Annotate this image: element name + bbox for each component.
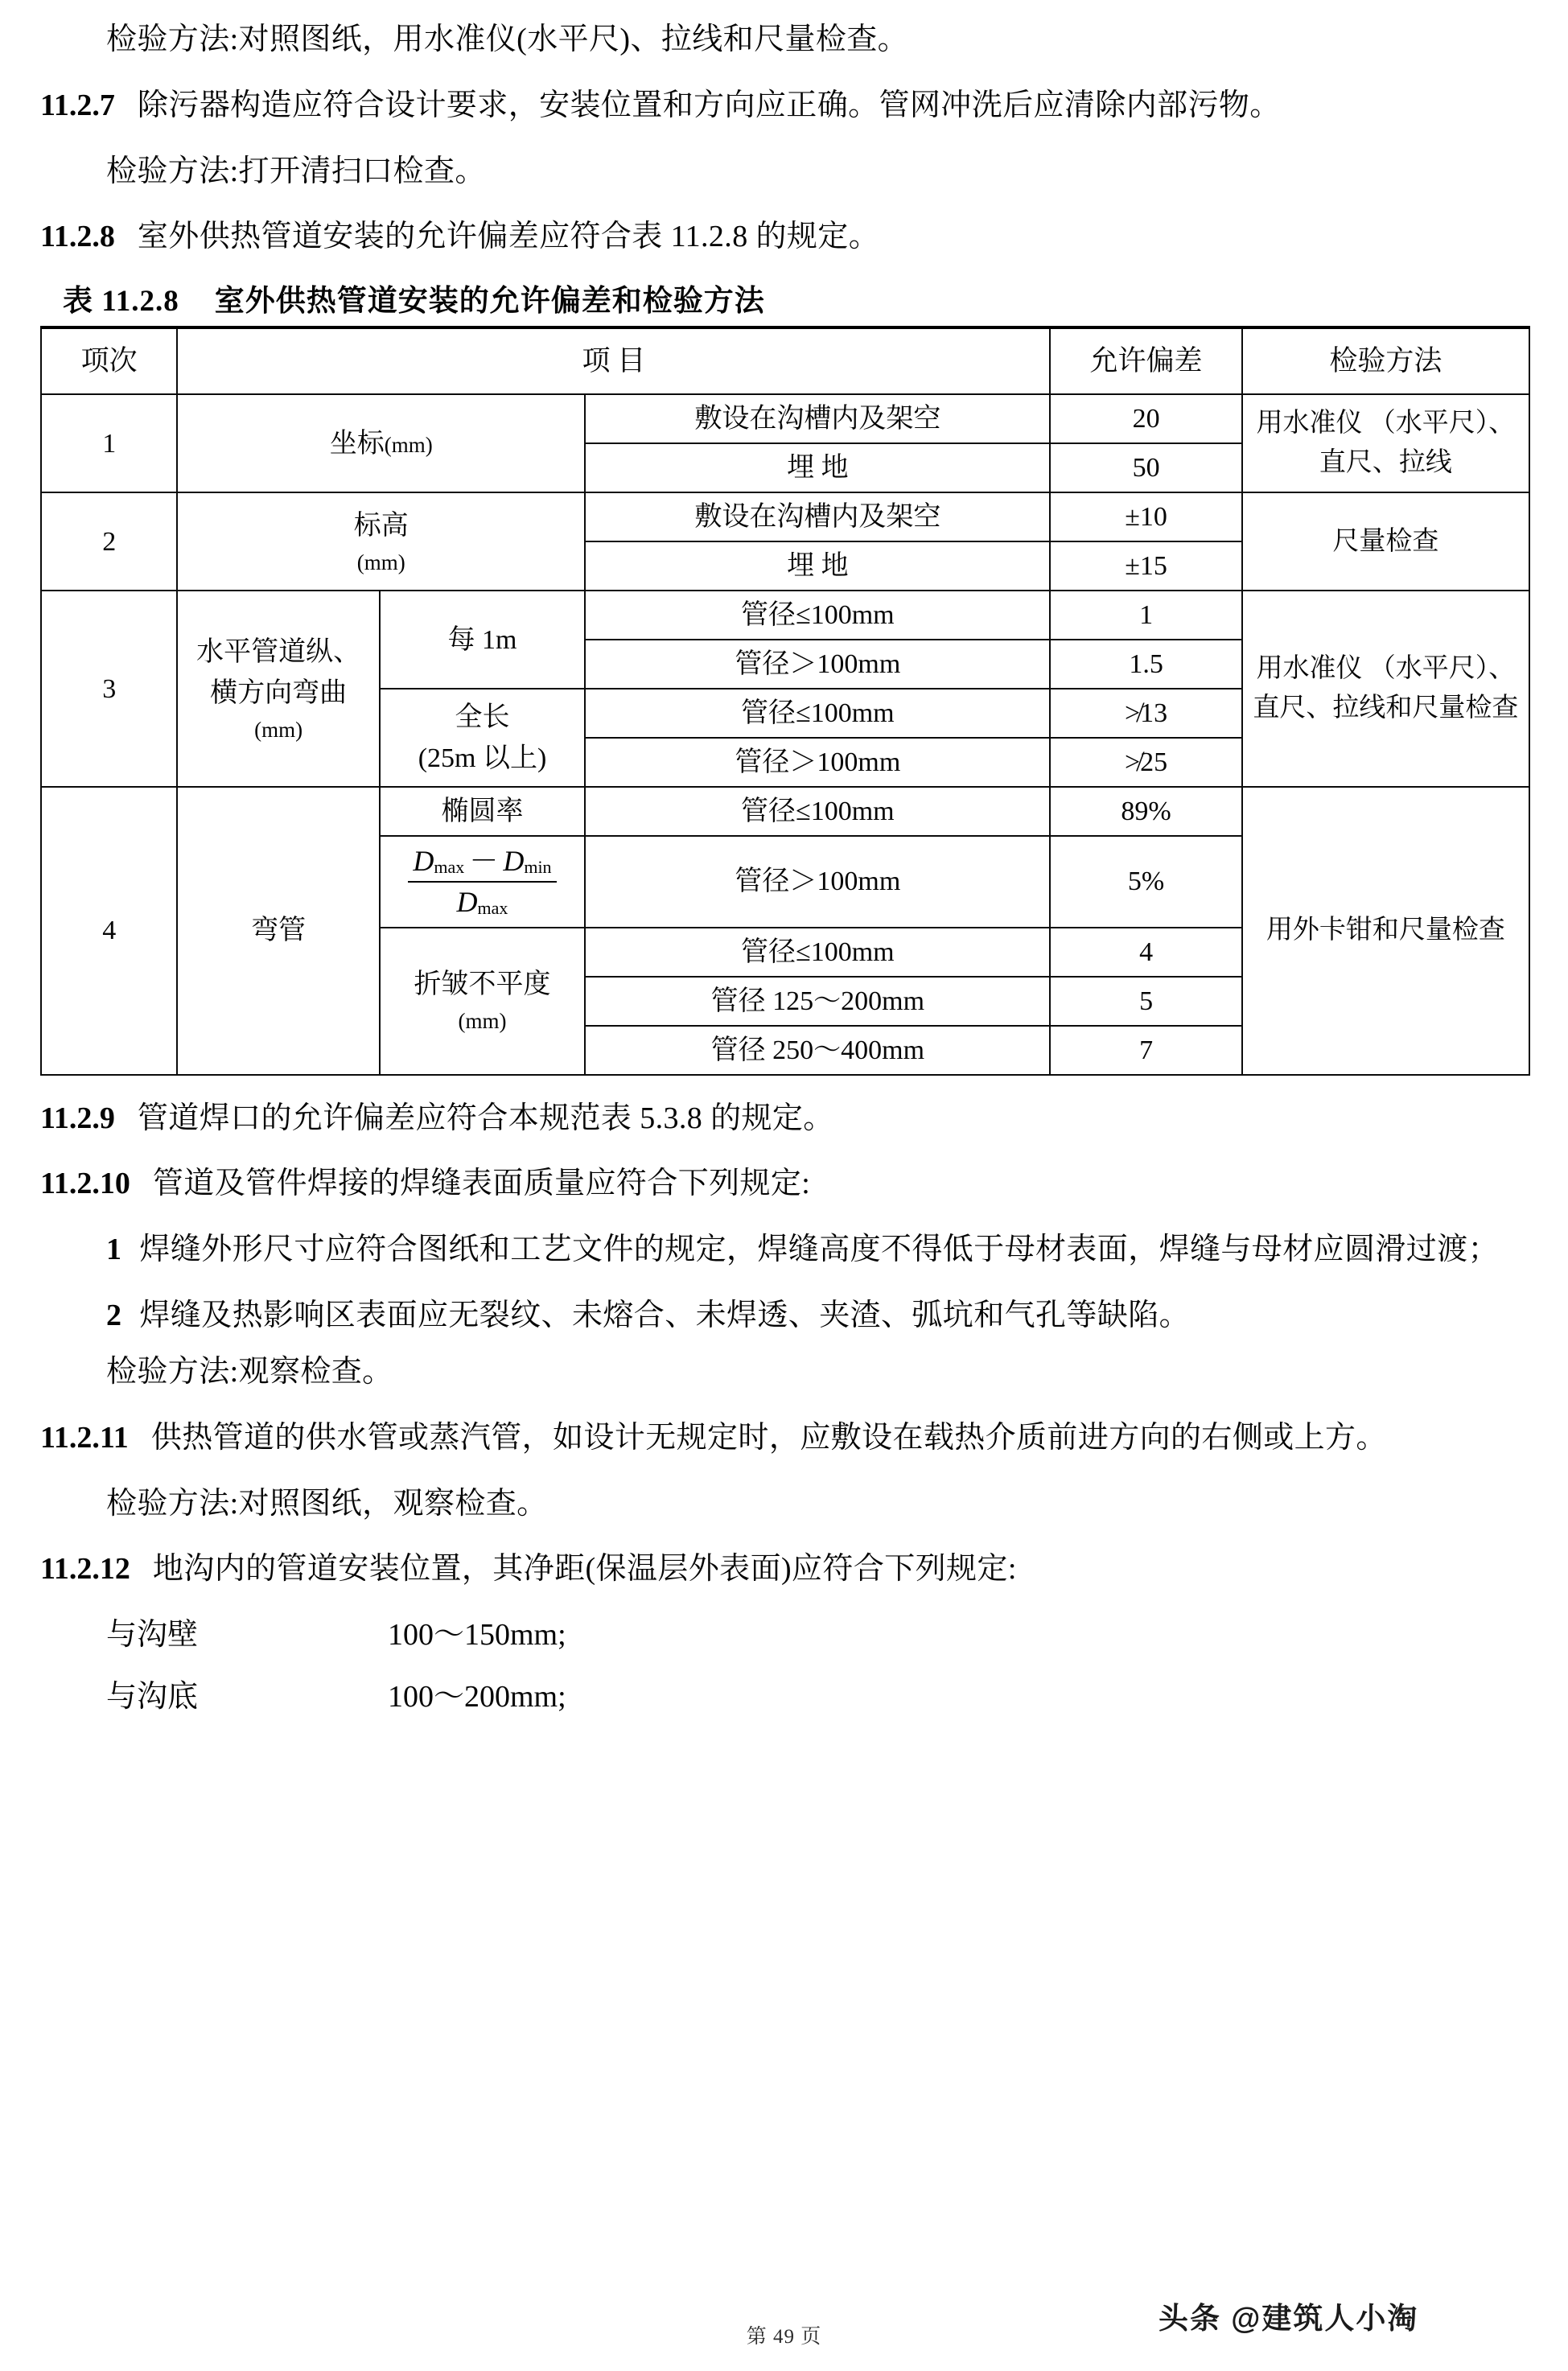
row-method-3: 用水准仪 （水平尺）、直尺、拉线和尺量检查 xyxy=(1242,591,1529,787)
table-row xyxy=(41,787,1529,836)
row-sub-unit-3-2: (25m 以上) xyxy=(418,743,547,774)
clearance-row-bottom xyxy=(40,1672,1533,1723)
clause-number-11-2-11: 11.2.11 xyxy=(40,1420,129,1455)
spacer xyxy=(40,1534,1533,1544)
table-caption xyxy=(63,276,1533,319)
sub-item-text-1: 焊缝外形尺寸应符合图纸和工艺文件的规定，焊缝高度不得低于母材表面，焊缝与母材应圆滑过渡； xyxy=(139,1233,1500,1267)
formula-denominator-var: D xyxy=(456,885,478,918)
row-desc-1-1: 敷设在沟槽内及架空 xyxy=(585,394,1050,443)
formula-numerator xyxy=(408,845,556,883)
clause-number-11-2-12: 11.2.12 xyxy=(40,1552,130,1587)
inspection-method-text-4: 检验方法:对照图纸，观察检查。 xyxy=(106,1486,548,1521)
clause-11-2-9 xyxy=(40,1093,1533,1145)
row-method-2: 尺量检查 xyxy=(1242,492,1529,591)
row-tol-4-5: 7 xyxy=(1050,1026,1241,1075)
row-method-4: 用外卡钳和尺量检查 xyxy=(1242,787,1529,1074)
header-item: 项 目 xyxy=(177,327,1050,394)
spacer xyxy=(40,1469,1533,1479)
spacer xyxy=(40,1403,1533,1413)
row-desc-4-4: 管径 125～200mm xyxy=(585,977,1050,1026)
table-caption-number: 表 11.2.8 xyxy=(63,285,179,319)
header-tolerance: 允许偏差 xyxy=(1050,327,1241,394)
allowable-deviation-table xyxy=(40,326,1530,1075)
clause-11-2-10 xyxy=(40,1159,1533,1210)
row-item-label-2: 标高 xyxy=(353,510,409,541)
clause-number-11-2-10: 11.2.10 xyxy=(40,1167,130,1201)
clause-11-2-8 xyxy=(40,212,1533,263)
row-tol-3-4: ≯25 xyxy=(1050,738,1241,787)
row-item-4: 弯管 xyxy=(177,787,379,1074)
formula-d-max-var: D xyxy=(413,845,434,878)
document-body xyxy=(40,14,1533,1734)
row-item-label-3: 水平管道纵、横方向弯曲 xyxy=(196,637,361,709)
row-item-label-1: 坐标 xyxy=(329,428,385,459)
row-desc-1-2: 埋 地 xyxy=(585,443,1050,492)
sub-item-number-1: 1 xyxy=(106,1233,122,1267)
table-row xyxy=(41,394,1529,443)
row-sub-unit-4-3: (mm) xyxy=(458,1009,507,1034)
ovality-formula xyxy=(408,840,556,923)
row-desc-4-2: 管径＞100mm xyxy=(585,836,1050,927)
formula-denominator xyxy=(408,883,556,919)
formula-d-min-var: D xyxy=(503,845,525,878)
row-desc-4-5: 管径 250～400mm xyxy=(585,1026,1050,1075)
row-sub-label-4-3: 折皱不平度 xyxy=(414,969,551,1000)
inspection-method-text-2: 检验方法:打开清扫口检查。 xyxy=(106,154,486,188)
row-item-2 xyxy=(177,492,585,591)
row-tol-3-1: 1 xyxy=(1050,591,1241,640)
sub-item-text-2: 焊缝及热影响区表面应无裂纹、未熔合、未焊透、夹渣、弧坑和气孔等缺陷。 xyxy=(139,1299,1191,1333)
clause-text-11-2-7: 除污器构造应符合设计要求，安装位置和方向应正确。管网冲洗后应清除内部污物。 xyxy=(137,88,1281,122)
clearance-value-wall: 100～150mm; xyxy=(388,1618,566,1653)
clause-11-2-7 xyxy=(40,80,1533,132)
clearance-label-bottom: 与沟底 xyxy=(106,1680,199,1714)
formula-denominator-sub: max xyxy=(477,897,508,918)
inspection-method-text-3: 检验方法:观察检查。 xyxy=(106,1354,393,1389)
clause-text-11-2-8: 室外供热管道安装的允许偏差应符合表 11.2.8 的规定。 xyxy=(137,220,880,254)
clause-number-11-2-9: 11.2.9 xyxy=(40,1101,115,1135)
clause-11-2-12 xyxy=(40,1544,1533,1595)
clause-text-11-2-11: 供热管道的供水管或蒸汽管，如设计无规定时，应敷设在载热介质前进方向的右侧或上方。 xyxy=(150,1420,1387,1455)
row-tol-2-2: ±15 xyxy=(1050,541,1241,591)
row-tol-4-3: 4 xyxy=(1050,928,1241,977)
row-index-2: 2 xyxy=(41,492,177,591)
spacer xyxy=(40,1149,1533,1159)
table-header-row xyxy=(41,327,1529,394)
row-item-unit-1: (mm) xyxy=(384,432,433,457)
row-desc-4-3: 管径≤100mm xyxy=(585,928,1050,977)
row-desc-2-1: 敷设在沟槽内及架空 xyxy=(585,492,1050,541)
row-index-1: 1 xyxy=(41,394,177,492)
sub-item-1 xyxy=(40,1225,1533,1276)
formula-d-min-sub: min xyxy=(524,857,552,878)
spacer xyxy=(40,137,1533,146)
spacer xyxy=(40,202,1533,212)
clearance-row-wall xyxy=(40,1610,1533,1661)
row-sub-3-1 xyxy=(380,591,585,689)
row-tol-3-3: ≯13 xyxy=(1050,689,1241,738)
row-sub-4-1: 椭圆率 xyxy=(380,787,585,836)
row-sub-label-3-2: 全长 xyxy=(455,702,510,733)
row-index-3: 3 xyxy=(41,591,177,787)
table-caption-text: 室外供热管道安装的允许偏差和检验方法 xyxy=(214,285,765,319)
inspection-method-text-1: 检验方法:对照图纸，用水准仪(水平尺)、拉线和尺量检查。 xyxy=(106,23,909,56)
table-row xyxy=(41,591,1529,640)
row-item-unit-2: (mm) xyxy=(356,550,405,574)
paragraph-inspection-method-3 xyxy=(40,1347,1533,1398)
header-index: 项次 xyxy=(41,327,177,394)
header-method: 检验方法 xyxy=(1242,327,1529,394)
spacer xyxy=(40,1600,1533,1610)
clearance-label-wall: 与沟壁 xyxy=(106,1618,199,1653)
row-desc-3-4: 管径＞100mm xyxy=(585,738,1050,787)
row-tol-3-2: 1.5 xyxy=(1050,640,1241,689)
table-row xyxy=(41,492,1529,541)
row-sub-3-2 xyxy=(380,689,585,787)
row-index-4: 4 xyxy=(41,787,177,1074)
row-tol-2-1: ±10 xyxy=(1050,492,1241,541)
row-desc-3-2: 管径＞100mm xyxy=(585,640,1050,689)
row-tol-1-2: 50 xyxy=(1050,443,1241,492)
clause-number-11-2-8: 11.2.8 xyxy=(40,220,115,254)
row-sub-4-2-formula xyxy=(380,836,585,927)
spacer xyxy=(40,71,1533,80)
row-item-3 xyxy=(177,591,379,787)
row-sub-label-3-1: 每 1m xyxy=(447,624,517,655)
spacer xyxy=(40,1281,1533,1290)
row-desc-3-3: 管径≤100mm xyxy=(585,689,1050,738)
spacer xyxy=(40,1076,1533,1093)
paragraph-inspection-method-1 xyxy=(40,14,1533,66)
row-item-unit-3: (mm) xyxy=(254,718,303,743)
sub-item-2 xyxy=(40,1290,1533,1342)
row-sub-4-3 xyxy=(380,928,585,1075)
clause-text-11-2-10: 管道及管件焊接的焊缝表面质量应符合下列规定: xyxy=(152,1167,811,1201)
clause-text-11-2-12: 地沟内的管道安装位置，其净距(保温层外表面)应符合下列规定: xyxy=(152,1552,1017,1587)
clause-11-2-11 xyxy=(40,1413,1533,1464)
row-desc-2-2: 埋 地 xyxy=(585,541,1050,591)
row-tol-4-4: 5 xyxy=(1050,977,1241,1026)
row-desc-3-1: 管径≤100mm xyxy=(585,591,1050,640)
sub-item-number-2: 2 xyxy=(106,1299,122,1333)
row-desc-4-1: 管径≤100mm xyxy=(585,787,1050,836)
watermark: 头条 @建筑人小淘 xyxy=(1159,2302,1419,2335)
formula-d-max-sub: max xyxy=(434,857,465,878)
clearance-value-bottom: 100～200mm; xyxy=(388,1680,566,1714)
row-tol-1-1: 20 xyxy=(1050,394,1241,443)
row-tol-4-2: 5% xyxy=(1050,836,1241,927)
formula-operator: － xyxy=(469,845,499,878)
row-tol-4-1: 89% xyxy=(1050,787,1241,836)
page-number: 第 49 页 xyxy=(746,2326,822,2348)
row-method-1: 用水准仪 （水平尺）、直尺、拉线 xyxy=(1242,394,1529,492)
paragraph-inspection-method-4 xyxy=(40,1479,1533,1530)
clause-text-11-2-9: 管道焊口的允许偏差应符合本规范表 5.3.8 的规定。 xyxy=(137,1101,834,1135)
row-item-1 xyxy=(177,394,585,492)
spacer xyxy=(40,1215,1533,1225)
paragraph-inspection-method-2 xyxy=(40,146,1533,198)
clause-number-11-2-7: 11.2.7 xyxy=(40,88,115,122)
